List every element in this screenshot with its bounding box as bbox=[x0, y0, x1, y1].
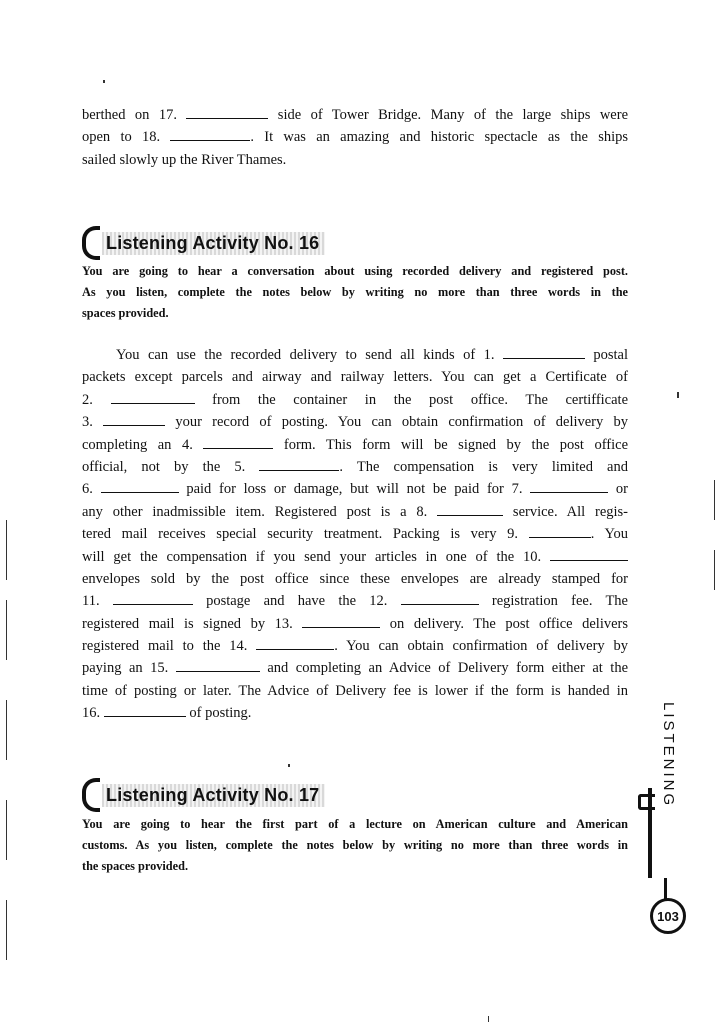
page-number: 103 bbox=[650, 898, 686, 934]
text-line: tered mail receives special security treatment. Packing is very 9. . You bbox=[82, 526, 629, 543]
activity-16-body bbox=[82, 344, 628, 725]
section-label: LISTENING bbox=[660, 702, 677, 809]
answer-blank-16[interactable] bbox=[104, 704, 186, 717]
scan-mark bbox=[288, 764, 290, 767]
answer-blank-4[interactable] bbox=[203, 436, 273, 449]
answer-blank-2[interactable] bbox=[111, 391, 195, 404]
answer-blank-13[interactable] bbox=[302, 615, 380, 628]
text-line: berthed on 17. side of Tower Bridge. Many of the large ships were bbox=[82, 107, 629, 123]
bracket-icon bbox=[82, 226, 100, 260]
text-line: any other inadmissible item. Registered post is a 8. service. All regis- bbox=[82, 503, 629, 520]
activity-17-title: Listening Activity No. 17 bbox=[102, 784, 325, 807]
text-line: envelopes sold by the post office since these envelopes are already stamped for bbox=[82, 570, 628, 587]
answer-blank-18[interactable] bbox=[170, 128, 250, 141]
text-line: packets except parcels and airway and railway letters. You can get a Certificate of bbox=[82, 369, 628, 386]
text-line: open to 18. . It was an amazing and historic spectacle as the ships bbox=[82, 129, 629, 146]
scan-mark bbox=[6, 600, 7, 660]
answer-blank-17[interactable] bbox=[186, 106, 268, 119]
answer-blank-6[interactable] bbox=[101, 480, 179, 493]
text-line: registered mail to the 14. . You can obtain confirmation of delivery by bbox=[82, 638, 629, 655]
text-line: 2. from the container in the post office. The certifficate bbox=[82, 391, 629, 408]
scan-mark bbox=[714, 550, 715, 590]
answer-blank-15[interactable] bbox=[176, 659, 260, 672]
intro-paragraph bbox=[82, 104, 628, 171]
answer-blank-3[interactable] bbox=[103, 413, 165, 426]
text-line: 11. postage and have the 12. registration fee. The bbox=[82, 593, 628, 610]
text-line: time of posting or later. The Advice of Delivery fee is lower if the form is handed in bbox=[82, 682, 628, 699]
text-line: registered mail is signed by 13. on delivery. The post office delivers bbox=[82, 615, 629, 632]
text-line: official, not by the 5. . The compensation is very limited and bbox=[82, 458, 628, 475]
scan-mark bbox=[677, 392, 679, 398]
text-line: 6. paid for loss or damage, but will not be paid for 7. or bbox=[82, 481, 628, 498]
scan-mark bbox=[103, 80, 105, 83]
scan-mark bbox=[6, 700, 7, 760]
text-line: will get the compensation if you send your articles in one of the 10. bbox=[82, 546, 628, 568]
bracket-icon bbox=[82, 778, 100, 812]
activity-16-heading bbox=[82, 226, 325, 260]
scan-mark bbox=[6, 800, 7, 860]
section-side-tab bbox=[648, 696, 688, 940]
text-line: completing an 4. form. This form will be signed by the post office bbox=[82, 436, 629, 453]
answer-blank-1[interactable] bbox=[503, 346, 585, 359]
tab-knob-icon bbox=[638, 794, 655, 810]
scan-mark bbox=[488, 1016, 489, 1022]
answer-blank-12[interactable] bbox=[401, 592, 479, 605]
activity-17-instructions: You are going to hear the first part of a lecture on American culture and American customs. As you listen, complete the notes below by writing no more than three words in the spaces provided. bbox=[82, 817, 628, 873]
activity-16-title: Listening Activity No. 16 bbox=[102, 232, 325, 255]
text-line: 16. of posting. bbox=[82, 705, 252, 722]
answer-blank-5[interactable] bbox=[259, 458, 339, 471]
answer-blank-11[interactable] bbox=[113, 592, 193, 605]
tab-connector bbox=[664, 878, 667, 900]
answer-blank-14[interactable] bbox=[256, 637, 334, 650]
answer-blank-9[interactable] bbox=[529, 525, 591, 538]
answer-blank-10[interactable] bbox=[550, 548, 628, 561]
text-line: 3. your record of posting. You can obtain confirmation of delivery by bbox=[82, 414, 628, 431]
text-line: You can use the recorded delivery to send all kinds of 1. postal bbox=[116, 347, 629, 363]
text-line: sailed slowly up the River Thames. bbox=[82, 151, 287, 168]
answer-blank-7[interactable] bbox=[530, 480, 608, 493]
scan-mark bbox=[6, 520, 7, 580]
text-line: paying an 15. and completing an Advice of Delivery form either at the bbox=[82, 660, 629, 677]
activity-17-heading bbox=[82, 778, 325, 812]
scan-mark bbox=[6, 900, 7, 960]
activity-16-instructions: You are going to hear a conversation about using recorded delivery and registered post. As you listen, complete the notes below by writing no more than three words in the spaces provided. bbox=[82, 264, 628, 320]
scan-mark bbox=[714, 480, 715, 520]
answer-blank-8[interactable] bbox=[437, 503, 503, 516]
